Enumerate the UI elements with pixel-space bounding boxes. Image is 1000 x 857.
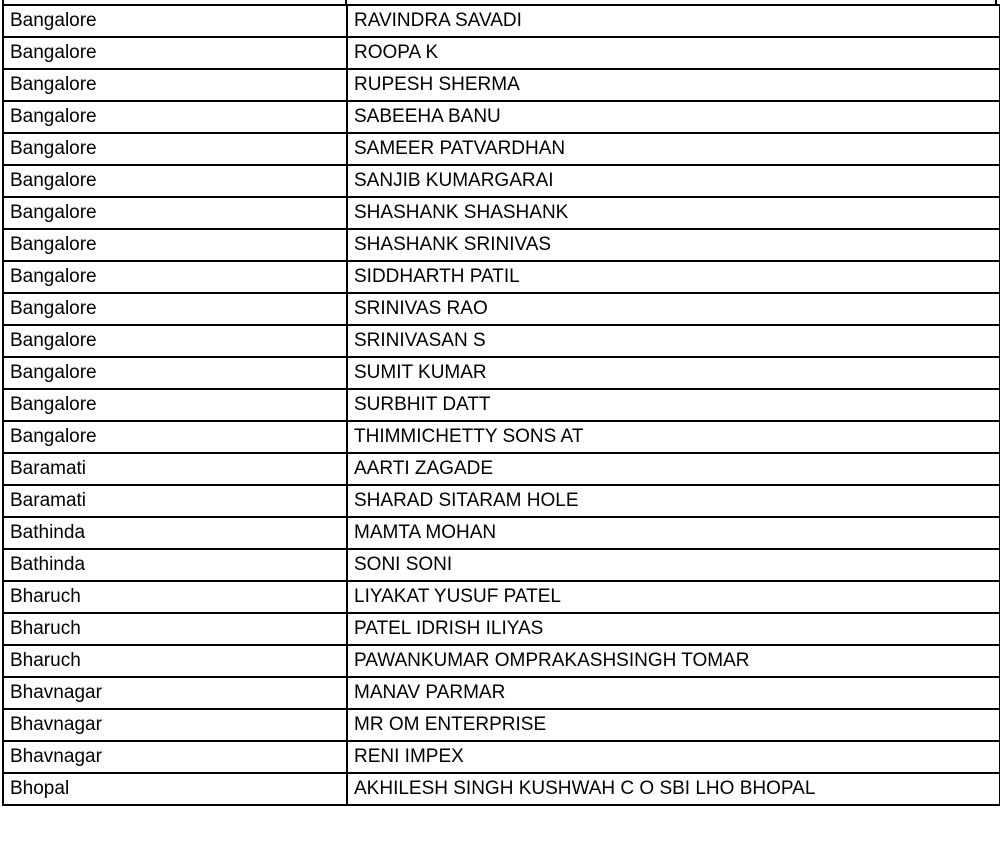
table-row — [3, 613, 1000, 645]
table-row — [3, 517, 1000, 549]
table-row — [3, 549, 1000, 581]
name-cell[interactable]: SHARAD SITARAM HOLE — [347, 485, 1000, 517]
table-row — [3, 293, 1000, 325]
name-cell[interactable]: SURBHIT DATT — [347, 389, 1000, 421]
name-cell[interactable]: PAWANKUMAR OMPRAKASHSINGH TOMAR — [347, 645, 1000, 677]
city-cell[interactable]: Bangalore — [3, 5, 347, 37]
table-row — [3, 645, 1000, 677]
city-cell[interactable]: Bharuch — [3, 613, 347, 645]
table-body — [3, 5, 1000, 805]
city-cell[interactable]: Bangalore — [3, 389, 347, 421]
name-cell[interactable]: AARTI ZAGADE — [347, 453, 1000, 485]
city-cell[interactable]: Bhopal — [3, 773, 347, 805]
table-row — [3, 165, 1000, 197]
name-cell[interactable]: SRINIVAS RAO — [347, 293, 1000, 325]
city-cell[interactable]: Bangalore — [3, 325, 347, 357]
grid-top-edge — [2, 0, 997, 4]
city-cell[interactable]: Bathinda — [3, 517, 347, 549]
city-cell[interactable]: Bangalore — [3, 133, 347, 165]
table-row — [3, 581, 1000, 613]
city-cell[interactable]: Bangalore — [3, 197, 347, 229]
table-row — [3, 229, 1000, 261]
name-cell[interactable]: SAMEER PATVARDHAN — [347, 133, 1000, 165]
table-row — [3, 773, 1000, 805]
table-row — [3, 453, 1000, 485]
table-row — [3, 197, 1000, 229]
name-cell[interactable]: RUPESH SHERMA — [347, 69, 1000, 101]
city-cell[interactable]: Bangalore — [3, 421, 347, 453]
name-cell[interactable]: THIMMICHETTY SONS AT — [347, 421, 1000, 453]
table-row — [3, 37, 1000, 69]
name-cell[interactable]: AKHILESH SINGH KUSHWAH C O SBI LHO BHOPAL — [347, 773, 1000, 805]
city-cell[interactable]: Bangalore — [3, 165, 347, 197]
name-cell[interactable]: SHASHANK SHASHANK — [347, 197, 1000, 229]
table-row — [3, 133, 1000, 165]
name-cell[interactable]: SRINIVASAN S — [347, 325, 1000, 357]
name-cell[interactable]: LIYAKAT YUSUF PATEL — [347, 581, 1000, 613]
name-cell[interactable]: PATEL IDRISH ILIYAS — [347, 613, 1000, 645]
name-cell[interactable]: RENI IMPEX — [347, 741, 1000, 773]
city-cell[interactable]: Bangalore — [3, 37, 347, 69]
table-row — [3, 709, 1000, 741]
table-row — [3, 325, 1000, 357]
name-cell[interactable]: SHASHANK SRINIVAS — [347, 229, 1000, 261]
table-row — [3, 389, 1000, 421]
city-cell[interactable]: Bharuch — [3, 581, 347, 613]
name-cell[interactable]: MR OM ENTERPRISE — [347, 709, 1000, 741]
city-cell[interactable]: Baramati — [3, 453, 347, 485]
table-row — [3, 677, 1000, 709]
name-cell[interactable]: MAMTA MOHAN — [347, 517, 1000, 549]
name-cell[interactable]: SANJIB KUMARGARAI — [347, 165, 1000, 197]
data-table — [2, 4, 1000, 806]
table-row — [3, 261, 1000, 293]
city-cell[interactable]: Bangalore — [3, 101, 347, 133]
city-cell[interactable]: Bangalore — [3, 357, 347, 389]
name-cell[interactable]: SIDDHARTH PATIL — [347, 261, 1000, 293]
city-cell[interactable]: Bathinda — [3, 549, 347, 581]
table-row — [3, 5, 1000, 37]
city-cell[interactable]: Bangalore — [3, 69, 347, 101]
city-cell[interactable]: Bharuch — [3, 645, 347, 677]
spreadsheet-grid — [2, 0, 997, 806]
city-cell[interactable]: Bangalore — [3, 261, 347, 293]
name-cell[interactable]: SONI SONI — [347, 549, 1000, 581]
city-cell[interactable]: Baramati — [3, 485, 347, 517]
city-cell[interactable]: Bangalore — [3, 229, 347, 261]
name-cell[interactable]: SABEEHA BANU — [347, 101, 1000, 133]
table-row — [3, 485, 1000, 517]
name-cell[interactable]: ROOPA K — [347, 37, 1000, 69]
table-row — [3, 421, 1000, 453]
name-cell[interactable]: SUMIT KUMAR — [347, 357, 1000, 389]
city-cell[interactable]: Bhavnagar — [3, 709, 347, 741]
table-row — [3, 357, 1000, 389]
table-row — [3, 741, 1000, 773]
city-cell[interactable]: Bangalore — [3, 293, 347, 325]
name-cell[interactable]: RAVINDRA SAVADI — [347, 5, 1000, 37]
table-row — [3, 101, 1000, 133]
name-cell[interactable]: MANAV PARMAR — [347, 677, 1000, 709]
city-cell[interactable]: Bhavnagar — [3, 741, 347, 773]
table-row — [3, 69, 1000, 101]
city-cell[interactable]: Bhavnagar — [3, 677, 347, 709]
